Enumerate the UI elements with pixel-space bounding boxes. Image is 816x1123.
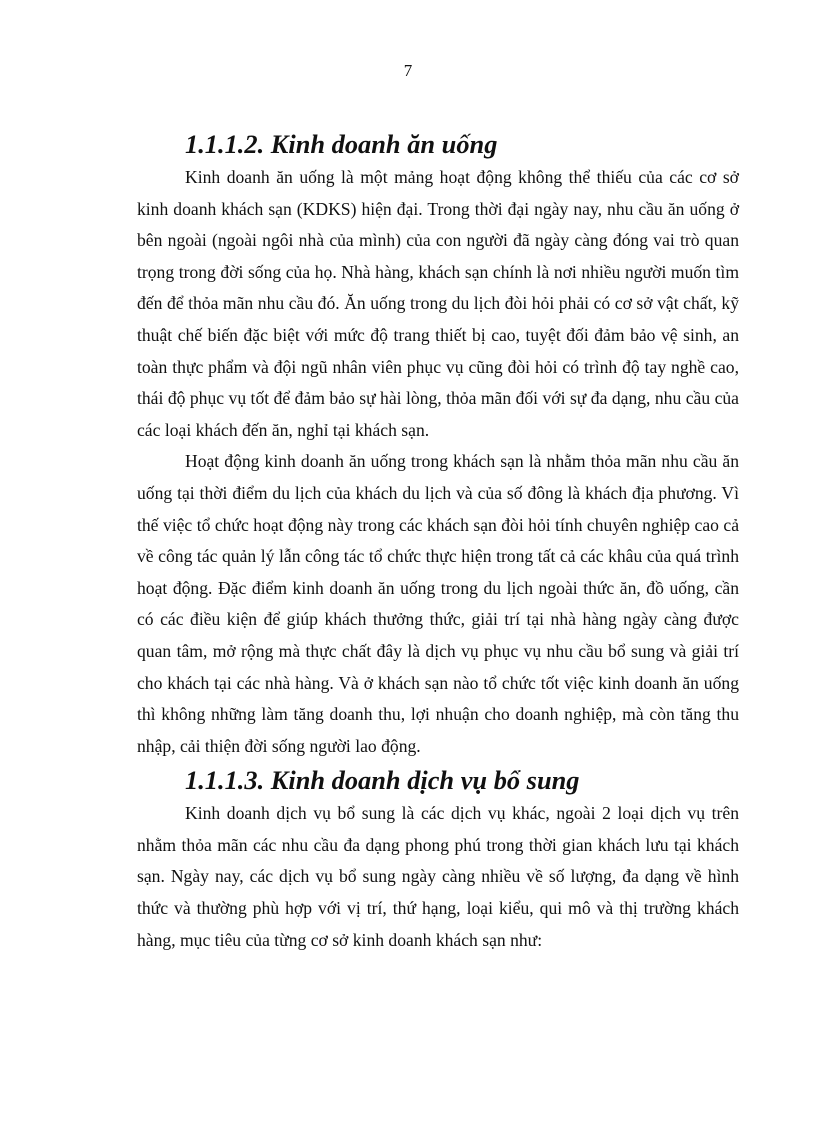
page-number: 7 <box>403 61 413 80</box>
section-heading-kinh-doanh-an-uong: 1.1.1.2. Kinh doanh ăn uống <box>185 129 498 159</box>
paragraph: Kinh doanh ăn uống là một mảng hoạt động không thể thiếu của các cơ sở kinh doanh khách sạn (KDKS) hiện đại. Trong thời đại ngày nay, nhu cầu ăn uống ở bên ngoài (ngoài ngôi nhà của mình) của con người đã ngày càng đóng vai trò quan trọng trong đời sống của họ. Nhà hàng, khách sạn chính là nơi nhiều người muốn tìm đến để thỏa mãn nhu cầu đó. Ăn uống trong du lịch đòi hỏi phải có cơ sở vật chất, kỹ thuật chế biến đặc biệt với mức độ trang thiết bị cao, tuyệt đối đảm bảo vệ sinh, an toàn thực phẩm và đội ngũ nhân viên phục vụ cũng đòi hỏi có trình độ tay nghề cao, thái độ phục vụ tốt để đảm bảo sự hài lòng, thỏa mãn đối với sự đa dạng, nhu cầu của các loại khách đến ăn, nghỉ tại khách sạn. <box>137 167 739 440</box>
paragraph: Kinh doanh dịch vụ bổ sung là các dịch vụ khác, ngoài 2 loại dịch vụ trên nhằm thỏa mãn các nhu cầu đa dạng phong phú trong thời gian khách lưu tại khách sạn. Ngày nay, các dịch vụ bổ sung ngày càng nhiều về số lượng, đa dạng về hình thức và thường phù hợp với vị trí, thứ hạng, loại kiểu, qui mô và thị trường khách hàng, mục tiêu của từng cơ sở kinh doanh khách sạn như: <box>137 803 739 950</box>
document-body <box>137 126 739 956</box>
section-heading-dich-vu-bo-sung: 1.1.1.3. Kinh doanh dịch vụ bổ sung <box>185 765 580 796</box>
paragraph: Hoạt động kinh doanh ăn uống trong khách sạn là nhằm thỏa mãn nhu cầu ăn uống tại thời điểm du lịch của khách du lịch và của số đông là khách địa phương. Vì thế việc tổ chức hoạt động này trong các khách sạn đòi hỏi tính chuyên nghiệp cao cả về công tác quản lý lẫn công tác tổ chức thực hiện trong tất cả các khâu của quá trình hoạt động. Đặc điểm kinh doanh ăn uống trong du lịch ngoài thức ăn, đồ uống, cần có các điều kiện để giúp khách thưởng thức, giải trí tại nhà hàng ngày càng được quan tâm, mở rộng mà thực chất đây là dịch vụ phục vụ nhu cầu bổ sung và giải trí cho khách tại các nhà hàng. Và ở khách sạn nào tổ chức tốt việc kinh doanh ăn uống thì không những làm tăng doanh thu, lợi nhuận cho doanh nghiệp, mà còn tăng thu nhập, cải thiện đời sống người lao động. <box>137 451 739 756</box>
